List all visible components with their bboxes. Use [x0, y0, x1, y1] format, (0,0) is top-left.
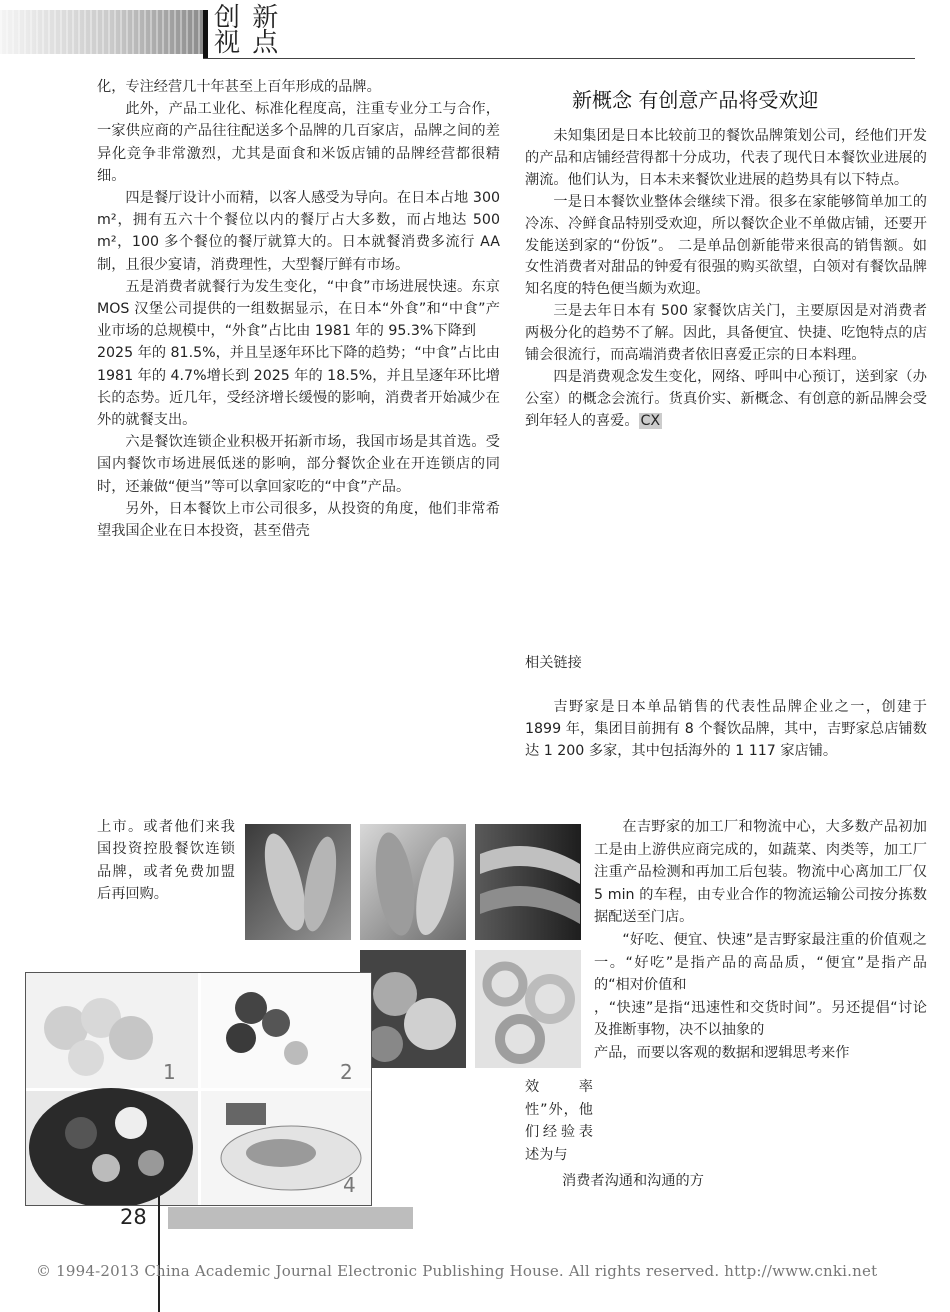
- photo-squid: [360, 950, 466, 1068]
- copyright-notice: © 1994-2013 China Academic Journal Electronic Publishing House. All rights reserved. http://www.cnki.net: [36, 1262, 878, 1280]
- lower-left2-text: [525, 1076, 593, 1166]
- logo-line-1: 创 新: [214, 3, 281, 33]
- photo-shrimp: [475, 950, 581, 1068]
- lower-right-text: [594, 816, 927, 1065]
- paragraph: [525, 367, 927, 433]
- photo-fish-3: [475, 824, 581, 940]
- paragraph: 上市。或者他们来我国投资控股餐饮连锁品牌，或者免费加盟后再回购。: [97, 819, 235, 903]
- paragraph: 2025 年的 81.5%，并且呈逐年环比下降的趋势；“中食”占比由 1981 年的 4.7%增长到 2025 年的 18.5%，并且呈逐年环比增长的态势。近几年，受经济增长缓慢的影响，消费者开始减少在外的就餐支出。: [97, 345, 500, 429]
- section-heading: 新概念 有创意产品将受欢迎: [572, 88, 819, 112]
- paragraph: 一是日本餐饮业整体会继续下滑。很多在家能够简单加工的冷冻、冷鲜食品特别受欢迎，所以餐饮企业不单做店铺，还要开发能送到家的“份饭”。 二是单品创新能带来很高的销售额。如女性消费者对甜品的钟爱有很强的购买欲望，白领对有餐饮品牌知名度的特色便当颇为欢迎。: [525, 193, 927, 298]
- section-logo: [214, 3, 281, 58]
- left-column: [97, 76, 500, 542]
- header-gradient-bar: [0, 10, 205, 54]
- paragraph: “好吃、便宜、快速”是吉野家最注重的价值观之一。“好吃”是指产品的高品质，“便宜”是指产品的“相对价值和: [594, 931, 927, 994]
- footer-vertical-rule: [158, 1196, 160, 1312]
- page-number: 28: [120, 1205, 147, 1229]
- photo-label-2: 2: [340, 1060, 353, 1084]
- paragraph: 此外，产品工业化、标准化程度高，注重专业分工与合作，一家供应商的产品往往配送多个品牌的几百家店，品牌之间的差异化竞争非常激烈，尤其是面食和米饭店铺的品牌经营都很精细。: [97, 101, 500, 184]
- paragraph: 六是餐饮连锁企业积极开拓新市场，我国市场是其首选。受国内餐饮市场进展低迷的影响，部分餐饮企业在开连锁店的同时，还兼做“便当”等可以拿回家吃的“中食”产品。: [97, 434, 500, 495]
- paragraph: 消费者沟通和沟通的方: [562, 1173, 704, 1189]
- header-logo-divider: [203, 10, 208, 58]
- header-rule: [203, 58, 915, 59]
- paragraph: 三是去年日本有 500 家餐饮店关门，主要原因是对消费者两极分化的趋势不了解。因此，具备便宜、快捷、吃饱特点的店铺会很流行，而高端消费者依旧喜爱正宗的日本料理。: [525, 303, 927, 364]
- photo-label-4: 4: [343, 1173, 356, 1197]
- paragraph: 吉野家是日本单品销售的代表性品牌企业之一，创建于 1899 年，集团目前拥有 8 个餐饮品牌，其中，吉野家总店铺数达 1 200 多家，其中包括海外的 1 117 家店铺。: [525, 699, 927, 760]
- photo-fish-1: [245, 824, 351, 940]
- paragraph: 产品，而要以客观的数据和逻辑思考来作: [594, 1044, 850, 1061]
- paragraph: 另外，日本餐饮上市公司很多，从投资的角度，他们非常希望我国企业在日本投资，甚至借壳: [97, 500, 500, 540]
- related-link-title: 相关链接: [525, 655, 582, 671]
- photo-pan-dish: [26, 1088, 198, 1205]
- paragraph-text: 四是消费观念发生变化，网络、呼叫中心预订，送到家（办公室）的概念会流行。货真价实、新概念、有创意的新品牌会受到年轻人的喜爱。: [525, 368, 927, 429]
- paragraph: ，“快速”是指“迅速性和交货时间”。另还提倡“讨论及推断事物，决不以抽象的: [594, 999, 927, 1039]
- dish-photo-collage: [25, 972, 372, 1206]
- footer-gray-bar: [168, 1207, 413, 1229]
- photo-fish-2: [360, 824, 466, 940]
- photo-label-1: 1: [163, 1060, 176, 1084]
- logo-line-2: 视 点: [214, 28, 281, 58]
- lower-left-text: [97, 816, 235, 906]
- paragraph: 效率性”外，他们经验表述为与: [525, 1079, 593, 1163]
- paragraph: 五是消费者就餐行为发生变化，“中食”市场进展快速。东京 MOS 汉堡公司提供的一组数据显示，在日本“外食”和“中食”产业市场的总规模中，“外食”占比由 1981 年的 95.3%下降到: [97, 278, 500, 340]
- dish-collage-svg: [26, 973, 371, 1205]
- lower-tail-text: [562, 1170, 927, 1192]
- related-link-text: [525, 696, 927, 763]
- paragraph: 四是餐厅设计小而精，以客人感受为导向。在日本占地 300 m²，拥有五六十个餐位以内的餐厅占大多数，而占地达 500 m²，100 多个餐位的餐厅就算大的。日本就餐消费多流行 AA 制，且很少宴请，消费理性，大型餐厅鲜有市场。: [97, 190, 500, 273]
- end-mark: CX: [640, 412, 661, 429]
- paragraph: 未知集团是日本比较前卫的餐饮品牌策划公司，经他们开发的产品和店铺经营得都十分成功，代表了现代日本餐饮业进展的潮流。他们认为，日本未来餐饮业进展的趋势具有以下特点。: [525, 128, 927, 188]
- paragraph: 化，专注经营几十年甚至上百年形成的品牌。: [97, 79, 381, 95]
- right-column: [525, 126, 927, 433]
- paragraph: 在吉野家的加工厂和物流中心，大多数产品初加工是由上游供应商完成的，如蔬菜、肉类等，加工厂注重产品检测和再加工后包装。物流中心离加工厂仅 5 min 的车程，由专业合作的物流运输公司按分拣数据配送至门店。: [594, 819, 927, 926]
